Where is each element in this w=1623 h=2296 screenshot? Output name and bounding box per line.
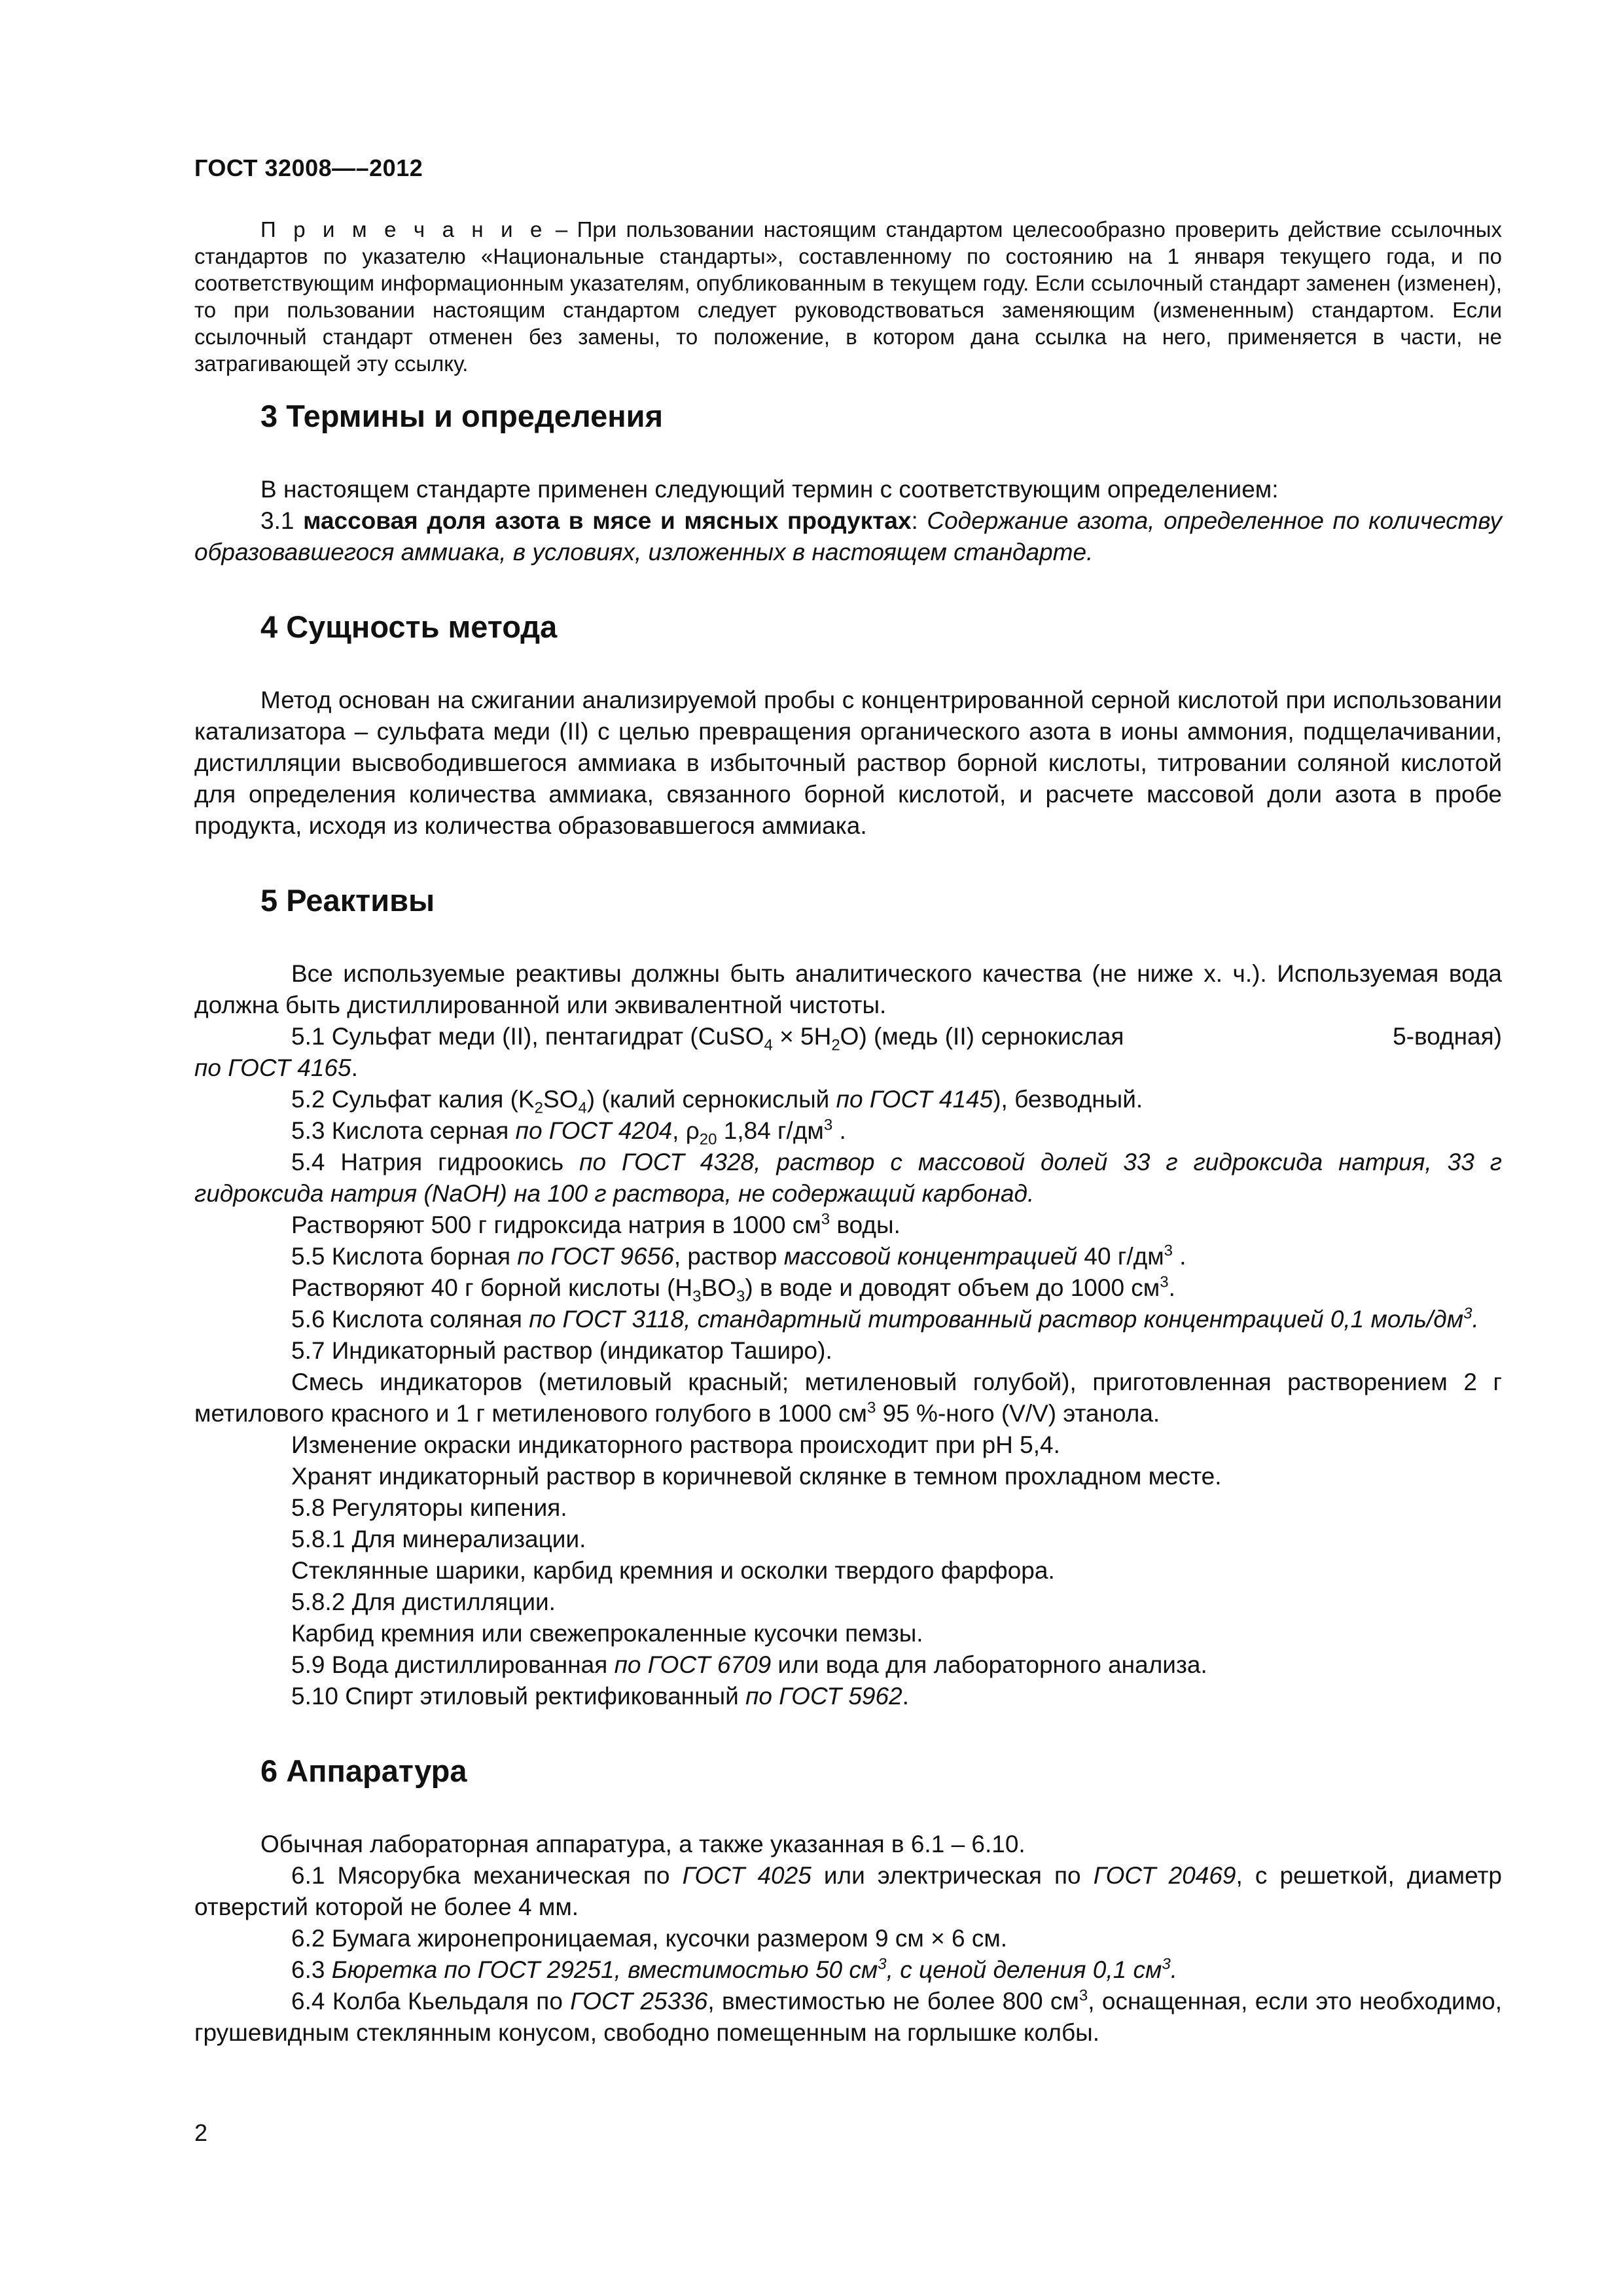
item-5-2: 5.2 Сульфат калия $(K_2SO_4)$ (калий сернокислый по ГОСТ 4145), безводный. xyxy=(291,1086,1143,1117)
term-3-1 xyxy=(194,505,1502,568)
item-5-4: 5.4 Натрия гидроокись по ГОСТ 4328, раствор с массовой долей 33 г гидроксида натрия, 33 г гидроксида натрия (NaOH) на 100 г раствора, не содержащий карбонад. xyxy=(194,1149,1502,1207)
item-5-3-ref: по ГОСТ 4204 xyxy=(515,1117,673,1144)
section-6-intro: Обычная лабораторная аппаратура, а также указанная в 6.1 – 6.10. xyxy=(260,1831,1026,1857)
item-5-3: 5.3 Кислота серная по ГОСТ 4204, $\rho_{20}$ 1,84 $г/дм^3$ . xyxy=(291,1116,846,1149)
section-3-heading: 3 Термины и определения xyxy=(260,399,663,433)
section-4-heading: 4 Сущность метода xyxy=(260,609,558,644)
term-definition: Содержание азота, определенное по количеству образовавшегося аммиака, в условиях, изложенных в настоящем стандарте. xyxy=(194,507,1503,565)
term-number: 3.1 xyxy=(260,507,304,534)
document-header: ГОСТ 32008—–2012 xyxy=(194,154,423,181)
item-5-5-ref: по ГОСТ 9656 xyxy=(517,1243,674,1270)
item-6-3: 6.3 Бюретка по ГОСТ 29251, вместимостью 50 $см^3$, с ценой деления 0,1 $см^3$. xyxy=(291,1955,1177,1983)
item-6-3-italic: Бюретка по ГОСТ 29251, вместимостью 50 $см^3$, с ценой деления 0,1 $см^3$. xyxy=(331,1955,1177,1983)
item-5-10: 5.10 Спирт этиловый ректификованный по ГОСТ 5962. xyxy=(291,1683,909,1710)
item-5-2-ref: по ГОСТ 4145 xyxy=(836,1086,993,1113)
section-3-intro: В настоящем стандарте применен следующий термин с соответствующим определением: xyxy=(260,476,1279,503)
item-5-4-italic: по ГОСТ 4328, раствор с массовой долей 33 г гидроксида натрия, 33 г гидроксида натрия (NaOH) на 100 г раствора, не содержащий карбонад. xyxy=(194,1149,1502,1207)
item-5-4-prep: Растворяют 500 г гидроксида натрия в 1000 $см^3$ воды. xyxy=(291,1210,901,1238)
item-5-1-text: 5.1 Сульфат меди (II), пентагидрат (CuSO$_4$ × $5H_2O$) (медь (II) сернокислая xyxy=(291,1023,1124,1054)
note-text: – При пользовании настоящим стандартом целесообразно проверить действие ссылочных стандартов по указателю «Национальные стандарты», составленному по состоянию на 1 января текущего года, и по соответствующим информационным указателям, опубликованным в текущем году. Если ссылочный стандарт заменен (изменен), то при пользовании настоящим стандартом следует руководствоваться заменяющим (измененным) стандартом. Если ссылочный стандарт отменен без замены, то положение, в котором дана ссылка на него, применяется в части, не затрагивающей эту ссылку. xyxy=(194,217,1502,376)
item-5-7-storage: Хранят индикаторный раствор в коричневой склянке в темном прохладном месте. xyxy=(291,1463,1222,1490)
item-5-1-ref-line: по ГОСТ 4165. xyxy=(194,1054,358,1081)
item-5-5: 5.5 Кислота борная по ГОСТ 9656, раствор массовой концентрацией 40 $г/дм^3$ . xyxy=(291,1242,1186,1270)
item-6-1-ref-1: ГОСТ 4025 xyxy=(682,1862,812,1889)
item-5-8-2: 5.8.2 Для дистилляции. xyxy=(291,1588,556,1615)
item-5-7: 5.7 Индикаторный раствор (индикатор Таширо). xyxy=(291,1337,832,1364)
item-6-4: 6.4 Колба Кьельдаля по ГОСТ 25336, вместимостью не более 800 $см^3$, оснащенная, если это необходимо, грушевидным стеклянным конусом, свободно помещенным на горлышке колбы. xyxy=(194,1986,1502,2046)
item-5-6-italic: по ГОСТ 3118, стандартный титрованный раствор концентрацией 0,1 моль/$дм^3$. xyxy=(529,1304,1479,1333)
item-5-1-ref: по ГОСТ 4165 xyxy=(194,1054,351,1081)
item-5-1-suffix: 5-водная) xyxy=(1393,1023,1502,1050)
note-paragraph xyxy=(194,216,1502,377)
section-5-intro: Все используемые реактивы должны быть аналитического качества (не ниже х. ч.). Используемая вода должна быть дистиллированной или эквивалентной чистоты. xyxy=(194,960,1502,1018)
note-label: П р и м е ч а н и е xyxy=(260,217,546,242)
item-5-8-1-desc: Стеклянные шарики, карбид кремния и осколки твердого фарфора. xyxy=(291,1557,1055,1584)
item-6-1-ref-2: ГОСТ 20469 xyxy=(1093,1862,1236,1889)
term-name: массовая доля азота в мясе и мясных продуктах xyxy=(303,507,912,534)
item-5-1-line xyxy=(291,1021,1502,1052)
item-6-4-ref: ГОСТ 25336 xyxy=(570,1988,708,2015)
page-number: 2 xyxy=(194,2119,208,2146)
term-separator: : xyxy=(911,507,927,534)
item-6-2: 6.2 Бумага жиронепроницаемая, кусочки размером 9 см × 6 см. xyxy=(291,1925,1008,1952)
item-5-10-ref: по ГОСТ 5962 xyxy=(745,1683,902,1710)
item-5-9-ref: по ГОСТ 6709 xyxy=(614,1651,772,1678)
item-5-7-color: Изменение окраски индикаторного раствора происходит при рН 5,4. xyxy=(291,1431,1060,1458)
document-body xyxy=(194,216,1502,2049)
section-5-heading: 5 Реактивы xyxy=(260,883,435,918)
item-5-8-1: 5.8.1 Для минерализации. xyxy=(291,1526,586,1552)
item-5-5-prep: Растворяют 40 г борной кислоты $(H_3BO_3)$ в воде и доводят объем до 1000 $см^3$. xyxy=(291,1273,1175,1306)
item-5-8-2-desc: Карбид кремния или свежепрокаленные кусочки пемзы. xyxy=(291,1620,923,1647)
section-6-heading: 6 Аппаратура xyxy=(260,1753,467,1788)
item-5-1 xyxy=(194,1021,1502,1052)
item-6-1: 6.1 Мясорубка механическая по ГОСТ 4025 или электрическая по ГОСТ 20469, с решеткой, диаметр отверстий которой не более 4 мм. xyxy=(194,1862,1502,1920)
item-5-7-desc: Смесь индикаторов (метиловый красный; метиленовый голубой), приготовленная растворением 2 г метилового красного и 1 г метиленового голубого в 1000 $см^3$ 95 %-ного (V/V) этанола. xyxy=(194,1369,1502,1427)
section-4-text: Метод основан на сжигании анализируемой пробы с концентрированной серной кислотой при использовании катализатора – сульфата меди (II) с целью превращения органического азота в ионы аммония, подщелачивании, дистилляции высвободившегося аммиака в избыточный раствор борной кислоты, титровании соляной кислотой для определения количества аммиака, связанного борной кислотой, и расчете массовой доли азота в пробе продукта, исходя из количества образовавшегося аммиака. xyxy=(194,687,1502,839)
item-5-9: 5.9 Вода дистиллированная по ГОСТ 6709 или вода для лабораторного анализа. xyxy=(291,1651,1207,1678)
item-5-8: 5.8 Регуляторы кипения. xyxy=(291,1494,567,1521)
item-5-6: 5.6 Кислота соляная по ГОСТ 3118, стандартный титрованный раствор концентрацией 0,1 моль/$дм^3$. xyxy=(291,1304,1479,1333)
